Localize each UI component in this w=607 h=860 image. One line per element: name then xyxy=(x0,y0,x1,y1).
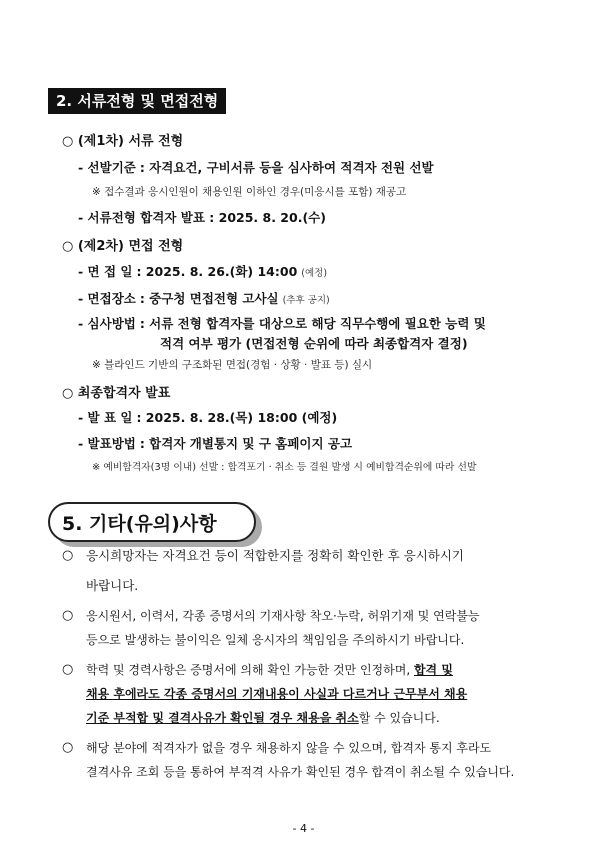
round2-title: ○ (제2차) 면접 전형 xyxy=(62,239,184,254)
final-date xyxy=(78,408,337,426)
item-3-line1-plain: 학력 및 경력사항은 증명서에 의해 확인 가능한 것만 인정하며, xyxy=(86,663,414,677)
final-date-text: : 2025. 8. 28.(목) 18:00 (예정) xyxy=(136,410,338,425)
bullet-4: ○ xyxy=(62,740,74,755)
final-method-label: - 발표방법 xyxy=(78,436,136,451)
bullet-2: ○ xyxy=(62,608,74,623)
round2-method xyxy=(78,314,486,332)
item-2-line1: 응시원서, 이력서, 각종 증명서의 기재사항 착오·누락, 허위기재 및 연락불능 xyxy=(86,609,480,623)
criteria-label: - 선발기준 xyxy=(78,160,136,175)
item-3-line3 xyxy=(86,706,440,730)
item-1-line2: 바랍니다. xyxy=(86,578,139,593)
item-4-line1: 해당 분야에 적격자가 없을 경우 채용하지 않을 수 있으며, 합격자 통지 후라도 xyxy=(86,741,492,755)
method-label: - 심사방법 xyxy=(78,316,136,331)
round1-announce: - 서류전형 합격자 발표 : 2025. 8. 20.(수) xyxy=(78,210,326,225)
final-method xyxy=(78,434,352,452)
round1-title: ○ (제1차) 서류 전형 xyxy=(62,134,184,149)
item-2-line2: 등으로 발생하는 불이익은 일체 응시자의 책임임을 주의하시기 바랍니다. xyxy=(86,633,465,647)
final-method-text: : 합격자 개별통지 및 구 홈페이지 공고 xyxy=(139,436,353,451)
interview-place-text: : 중구청 면접전형 고사실 xyxy=(139,291,279,306)
interview-place-label: - 면접장소 xyxy=(78,291,136,306)
item-3-line1-underlined: 합격 및 xyxy=(413,663,453,677)
criteria-text: : 자격요건, 구비서류 등을 심사하여 적격자 전원 선발 xyxy=(139,160,434,175)
round2-place xyxy=(78,289,330,307)
method-line1: : 서류 전형 합격자를 대상으로 해당 직무수행에 필요한 능력 및 xyxy=(139,316,486,331)
interview-date-label: - 면 접 일 xyxy=(78,264,133,279)
item-3-line3-plain: 할 수 있습니다. xyxy=(358,711,440,725)
final-note: ※ 예비합격자(3명 이내) 선발 : 합격포기 · 취소 등 결원 발생 시 예비합격순위에 따라 선발 xyxy=(92,462,477,473)
item-3-line1 xyxy=(86,658,453,682)
final-title: ○ 최종합격자 발표 xyxy=(62,386,171,401)
interview-date-text: : 2025. 8. 26.(화) 14:00 xyxy=(136,264,298,279)
item-3-line3-underlined: 기준 부적합 및 결격사유가 확인될 경우 채용을 취소 xyxy=(86,711,359,725)
round1-note: ※ 접수결과 응시인원이 채용인원 이하인 경우(미응시를 포함) 재공고 xyxy=(92,186,407,198)
item-4-line2: 결격사유 조회 등을 통하여 부적격 사유가 확인된 경우 합격이 취소될 수 있습니다. xyxy=(86,765,515,779)
page-number: - 4 - xyxy=(292,822,315,835)
method-line2: 적격 여부 평가 (면접전형 순위에 따라 최종합격자 결정) xyxy=(160,336,468,351)
interview-date-note: (예정) xyxy=(301,268,328,279)
item-3-line2: 채용 후에라도 각종 증명서의 기재내용이 사실과 다르거나 근무부서 채용 xyxy=(86,687,468,701)
final-date-label: - 발 표 일 xyxy=(78,410,133,425)
bullet-3: ○ xyxy=(62,662,74,677)
bullet-1: ○ xyxy=(62,548,74,563)
interview-place-note: (추후 공지) xyxy=(282,295,330,306)
section-2-heading: 2. 서류전형 및 면접전형 xyxy=(48,88,226,114)
round2-note: ※ 블라인드 기반의 구조화된 면접(경험 · 상황 · 발표 등) 실시 xyxy=(92,359,373,371)
round2-date xyxy=(78,262,327,280)
section-5-heading: 5. 기타(유의)사항 xyxy=(48,502,256,542)
item-1-line1: 응시희망자는 자격요건 등이 적합한지를 정확히 확인한 후 응시하시기 xyxy=(86,548,464,563)
round1-criteria xyxy=(78,158,434,176)
